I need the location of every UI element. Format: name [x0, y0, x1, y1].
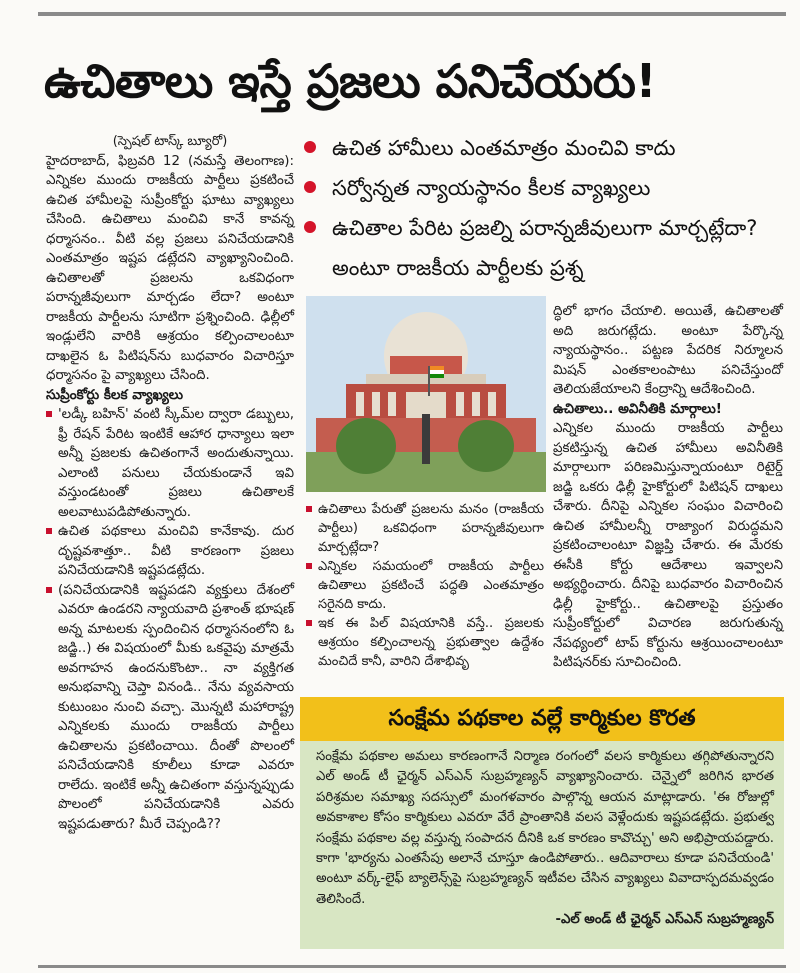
red-square-icon [46, 411, 52, 417]
sidebar-box [300, 741, 784, 949]
red-square-icon [306, 620, 312, 626]
continuation-paragraph: ద్ధిలో భాగం చేయాలి. అయితే, ఉచితాలతో అది జరుగట్లేదు. అంటూ పేర్కొన్న న్యాయస్థానం.. పట్టణ పేదరిక నిర్మూలన మిషన్ ఎంతకాలంపాటు పనిచేస్తుందో తెలియజేయాలని కేంద్రాన్ని ఆదేశించింది. [553, 304, 783, 397]
sidebar-title: సంక్షేమ పథకాల వల్లే కార్మికుల కొరత [300, 697, 784, 741]
highlight-points [300, 128, 780, 288]
left-column [46, 132, 294, 834]
subhead-supreme-court: సుప్రీంకోర్టు కీలక వ్యాఖ్యలు [46, 386, 184, 403]
headline: ఉచితాలు ఇస్తే ప్రజలు పనిచేయరు! [44, 54, 656, 108]
highlight-point: సర్వోన్నత న్యాయస్థానం కీలక వ్యాఖ్యలు [300, 168, 780, 208]
highlight-point: ఉచిత హామీలు ఎంతమాత్రం మంచివి కాదు [300, 128, 780, 168]
sidebar-body: సంక్షేమ పథకాల అమలు కారణంగానే నిర్మాణ రంగంలో వలస కార్మికులు తగ్గిపోతున్నారని ఎల్ అండ్ టీ ఛైర్మన్ ఎస్ఎన్ సుబ్రహ్మణ్యన్ వ్యాఖ్యానించారు. చెన్నైలో జరిగిన భారత పరిశ్రమల సమాఖ్య సదస్సులో మంగళవారం పాల్గొన్న ఆయన మాట్లాడారు. 'ఈ రోజుల్లో అవకాశాల కోసం కార్మికులు ఎవరూ వేరే ప్రాంతానికి వలస వెళ్లేందుకు ఇష్టపడట్లేదు. ప్రభుత్వ సంక్షేమ పథకాల వల్ల వస్తున్న సంపాదన దీనికి ఒక కారణం కావొచ్చు' అని అభిప్రాయపడ్డారు. కాగా 'భార్యను ఎంతసేపు అలానే చూస్తూ ఉండిపోతారు.. ఆదివారాలు కూడా పనిచేయండి' అంటూ వర్క్-లైఫ్ బ్యాలెన్స్‌పై సుబ్రహ్మణ్యన్ ఇటీవల చేసిన వ్యాఖ్యలు వివాదాస్పదమవ్వడం తెలిసిందే. [316, 749, 774, 907]
supreme-court-photo [306, 296, 546, 492]
red-square-icon [306, 506, 312, 512]
caption-bullet: ఎన్నికల సమయంలో రాజకీయ పార్టీలు ఉచితాలు ప్రకటించే పద్ధతి ఎంతమాత్రం సరైనది కాదు. [306, 557, 544, 614]
photo-caption-column [306, 500, 544, 671]
red-dot-icon [304, 181, 316, 193]
bullet-paragraph: (పనిచేయడానికి ఇష్టపడని వ్యక్తులు దేశంలో ఎవరూ ఉండరని న్యాయవాది ప్రశాంత్ భూషణ్ అన్న మాటలకు స్పందించిన ధర్మాసనంలోని ఓ జడ్జి..) ఈ విషయంలో మీకు ఒకవైపు మాత్రమే అవగాహన ఉందనుకొంటా.. నా వ్యక్తిగత అనుభవాన్ని చెప్తా వినండి.. నేను వ్యవసాయ కుటుంబం నుంచి వచ్చా. మొన్నటి మహారాష్ట్ర ఎన్నికలకు ముందు రాజకీయ పార్టీలు ఉచితాలను ప్రకటించాయి. దీంతో పొలంలో పనిచేయడానికి కూలీలు కూడా ఎవరూ రాలేదు. ఇంటికే అన్నీ ఉచితంగా వస్తున్నప్పుడు పొలంలో పనిచేయడానికి ఎవరు ఇష్టపడుతారు? మీరే చెప్పండి?? [46, 581, 294, 835]
red-dot-icon [304, 221, 316, 233]
bullet-paragraph: 'లడ్కీ బహిన్' వంటి స్కీమ్‌ల ద్వారా డబ్బులు, ఫ్రీ రేషన్ పేరిట ఇంటికే ఆహార ధాన్యాలు ఇలా అన్నీ ప్రజలకు ఉచితంగానే అందుతున్నాయి. ఎలాంటి పనులు చేయకుండానే ఇవి వస్తుండటంతో ప్రజలు ఉచితాలకే అలవాటుపడిపోతున్నారు. [46, 405, 294, 522]
red-square-icon [46, 587, 52, 593]
caption-bullet: ఉచితాలు పేరుతో ప్రజలను మనం (రాజకీయ పార్టీలు) ఒకవిధంగా పరాన్నజీవులుగా మార్చట్లేదా? [306, 500, 544, 557]
byline: (స్పెషల్ టాస్క్ బ్యూరో) [112, 134, 228, 149]
red-square-icon [306, 563, 312, 569]
corruption-paragraph: ఎన్నికల ముందు రాజకీయ పార్టీలు ప్రకటిస్తున్న ఉచిత హామీలు అవినీతికి మార్గాలుగా పరిణమిస్తున్నాయంటూ రిటైర్డ్ జడ్జి ఒకరు ఢిల్లీ హైకోర్టులో పిటిషన్ దాఖలు చేశారు. దీనిపై ఎన్నికల సంఘం విచారించి ఉచిత హామీలన్నీ రాజ్యాంగ విరుద్ధమని ప్రకటించాలంటూ విజ్ఞప్తి చేశారు. ఈ మేరకు ఈసీకి కోర్టు ఆదేశాలు ఇవ్వాలని అభ్యర్థించారు. దీనిపై బుధవారం విచారించిన ఢిల్లీ హైకోర్టు.. ఉచితాలపై ప్రస్తుతం సుప్రీంకోర్టులో విచారణ జరుగుతున్న నేపథ్యంలో టాప్ కోర్టును ఆశ్రయించాలంటూ పిటిషనర్‌కు సూచించింది. [553, 421, 783, 670]
right-column [553, 302, 783, 673]
top-rule [38, 12, 786, 16]
subhead-freebies-corruption: ఉచితాలు.. అవినీతికి మార్గాలు! [553, 400, 722, 417]
supreme-court-building-icon [306, 296, 546, 492]
highlight-point: ఉచితాల పేరిట ప్రజల్ని పరాన్నజీవులుగా మార్చట్లేదా? అంటూ రాజకీయ పార్టీలకు ప్రశ్న [300, 208, 780, 288]
caption-bullet: ఇక ఈ పిల్ విషయానికి వస్తే.. ప్రజలకు ఆశ్రయం కల్పించాలన్న ప్రభుత్వాల ఉద్దేశం మంచిదే కానీ, వారిని దేశాభివృ [306, 614, 544, 671]
bullet-paragraph: ఉచిత పథకాలు మంచివి కానేకావు. దుర దృష్టవశాత్తూ.. వీటి కారణంగా ప్రజలు పనిచేయడానికి ఇష్టపడట్లేదు. [46, 522, 294, 581]
red-dot-icon [304, 141, 316, 153]
intro-paragraph: హైదరాబాద్, ఫిబ్రవరి 12 (నమస్తే తెలంగాణ): ఎన్నికల ముందు రాజకీయ పార్టీలు ప్రకటించే ఉచిత హామీలపై సుప్రీంకోర్టు ఘాటు వ్యాఖ్యలు చేసింది. ఉచితాలు మంచివి కానే కావన్న ధర్మాసనం.. వీటి వల్ల ప్రజలు పనిచేయడానికి ఎంతమాత్రం ఇష్టప డట్లేదని వ్యాఖ్యానించింది. ఉచితాలతో ప్రజలను ఒకవిధంగా పరాన్నజీవులుగా మార్చడం లేదా? అంటూ రాజకీయ పార్టీలను సూటిగా ప్రశ్నించింది. ఢిల్లీలో ఇండ్లులేని వారికి ఆశ్రయం కల్పించాలంటూ దాఖలైన ఓ పిటిషన్‌ను బుధవారం విచారిస్తూ ధర్మాసనం పై వ్యాఖ్యలు చేసింది. [46, 153, 294, 383]
red-square-icon [46, 528, 52, 534]
sidebar-signature: -ఎల్ అండ్ టీ ఛైర్మన్ ఎస్ఎన్ సుబ్రహ్మణ్యన్ [555, 912, 774, 928]
bottom-rule [38, 965, 786, 968]
